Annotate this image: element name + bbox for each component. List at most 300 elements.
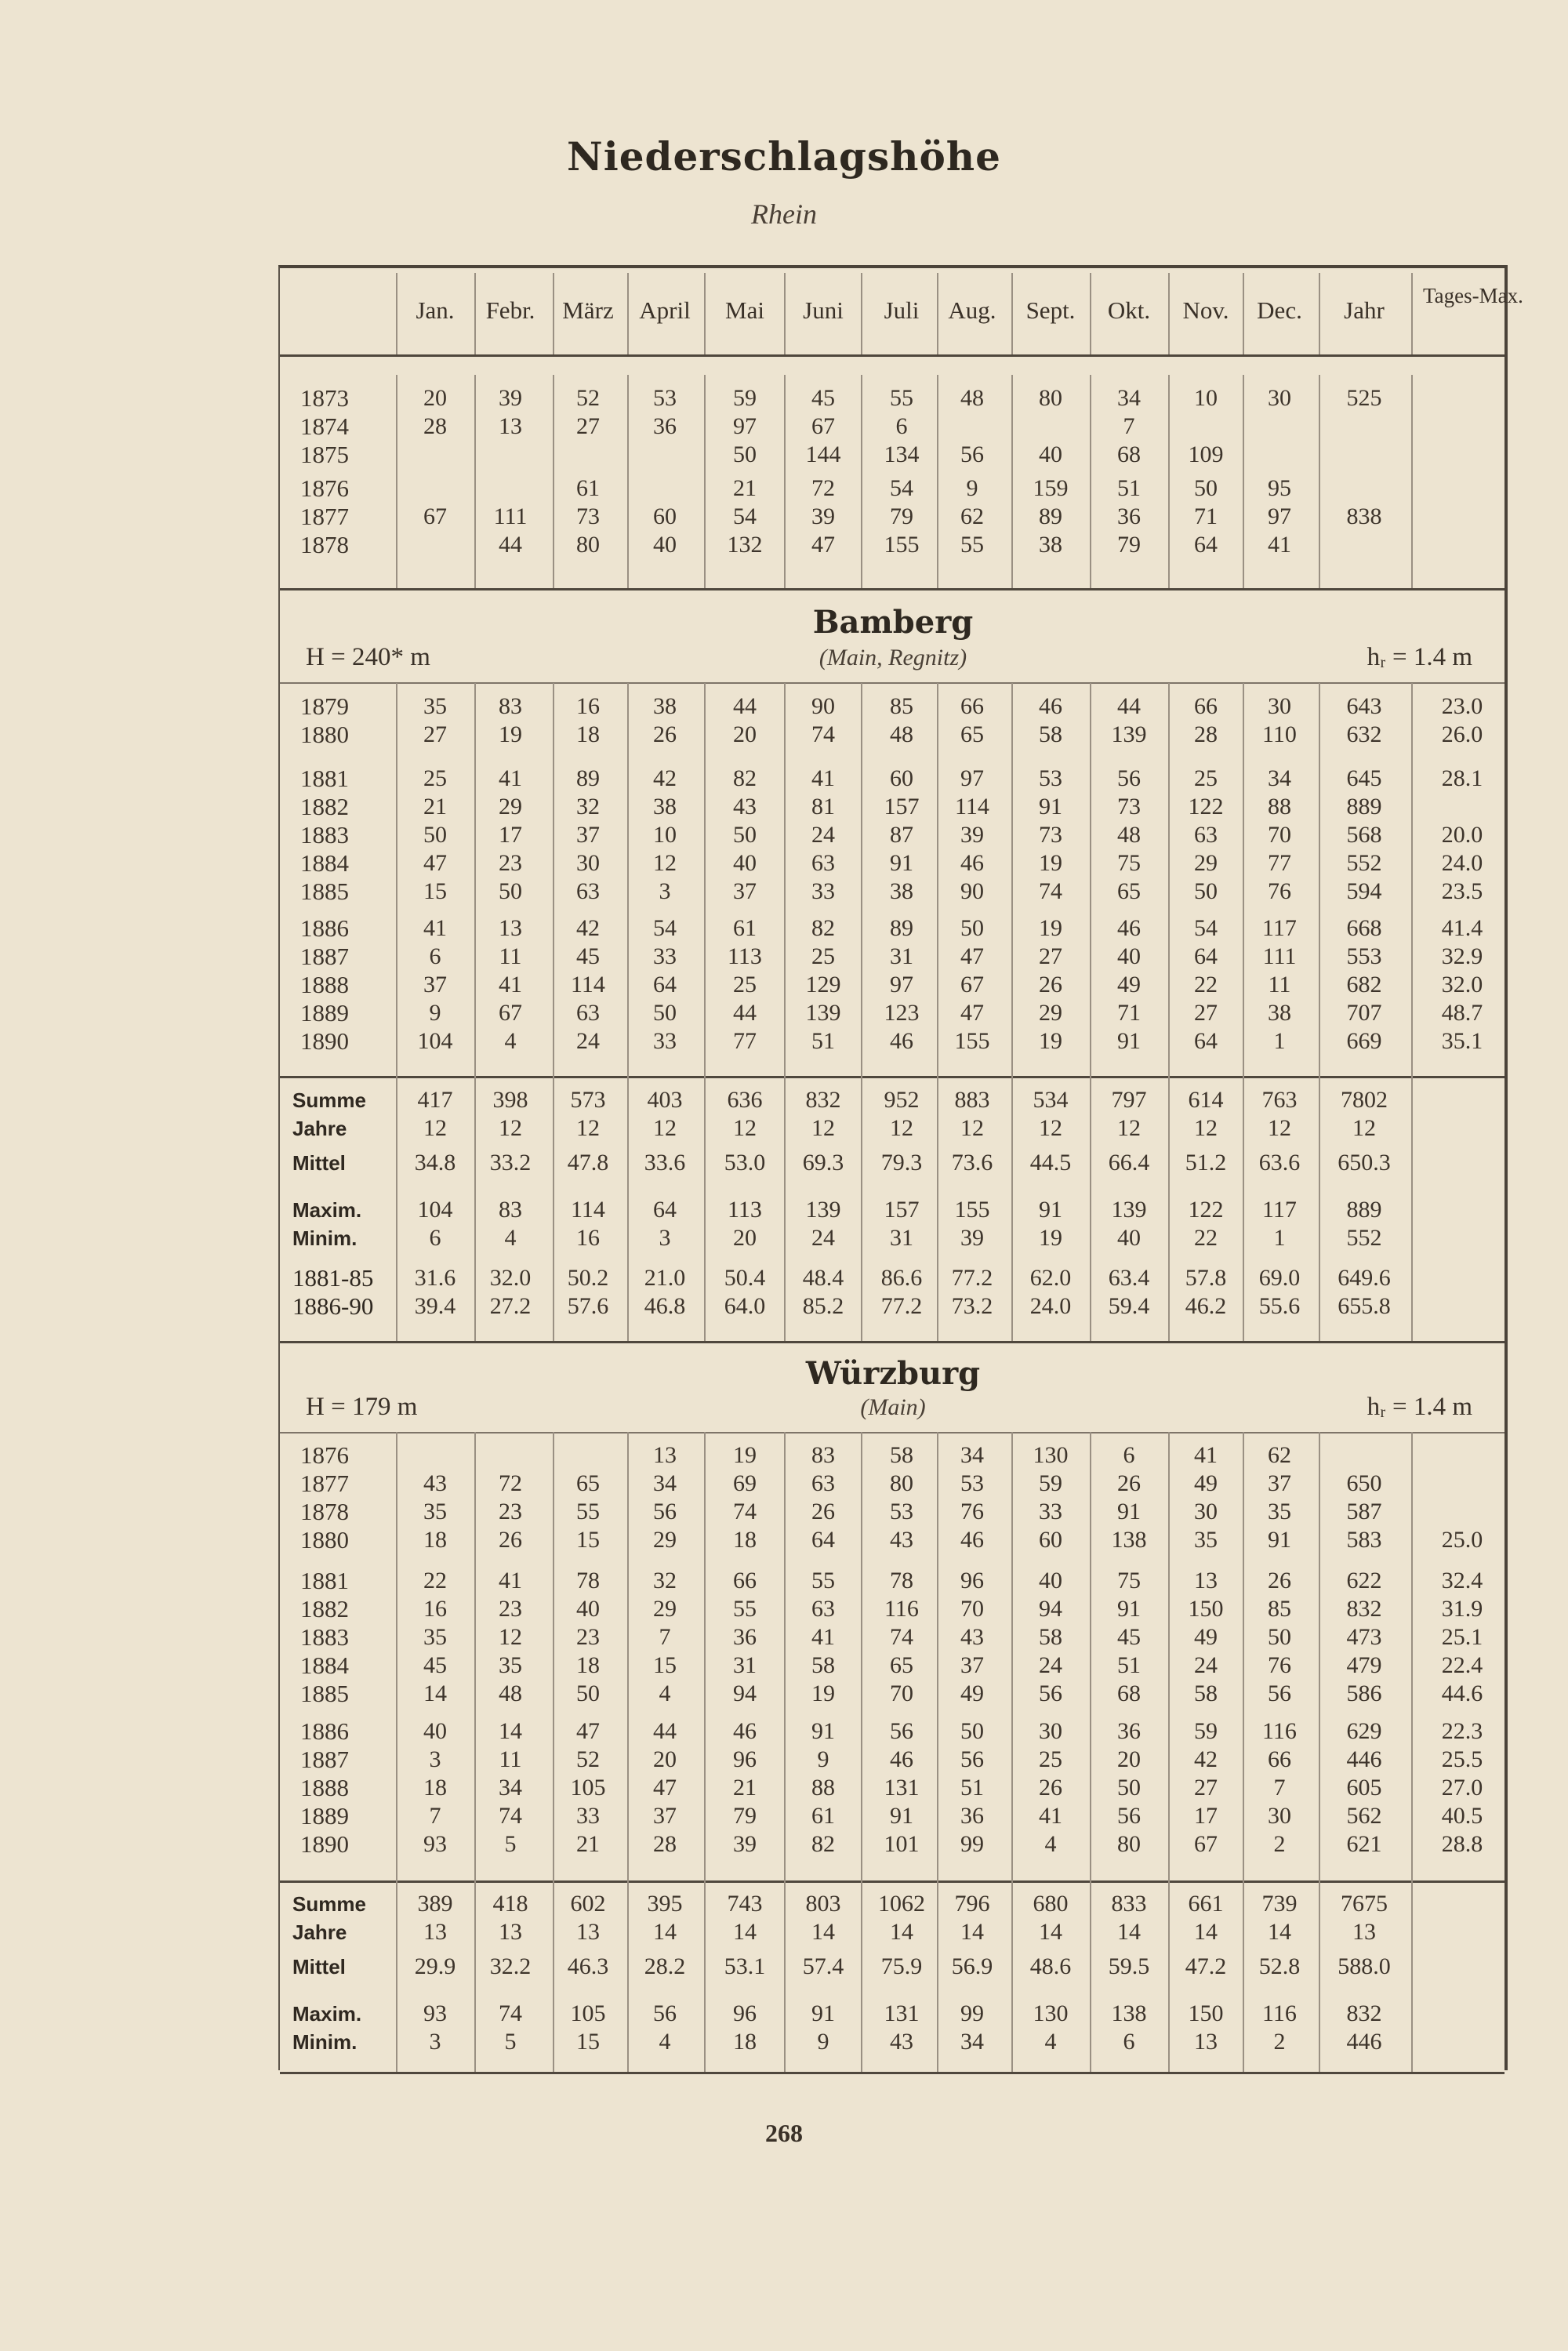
table-cell: 43 (733, 794, 757, 819)
table-cell: 26 (1039, 972, 1062, 997)
column-header: Nov. (1182, 296, 1229, 324)
column-rule (704, 683, 706, 1076)
table-cell: 25 (733, 972, 757, 997)
table-cell: 39.4 (414, 1293, 456, 1319)
column-rule (396, 683, 397, 1076)
table-cell: 50.2 (567, 1265, 609, 1291)
table-cell: 58 (1039, 1624, 1062, 1650)
table-cell: 55 (733, 1596, 757, 1622)
table-cell: 35 (499, 1652, 522, 1678)
table-cell: 45 (1117, 1624, 1141, 1650)
table-cell: 25.1 (1441, 1624, 1483, 1650)
table-cell: 1 (1273, 1225, 1286, 1251)
table-row (278, 1652, 1508, 1680)
table-cell: 418 (492, 1891, 528, 1917)
table-cell: 42 (576, 915, 600, 941)
table-cell: 18 (733, 2029, 757, 2055)
table-row (278, 1746, 1508, 1774)
column-rule (627, 375, 629, 588)
column-rule (1168, 273, 1170, 354)
table-cell: 111 (493, 503, 528, 529)
table-cell: 63 (811, 1470, 835, 1496)
table-cell: 96 (960, 1568, 984, 1593)
table-cell: 47 (960, 943, 984, 969)
column-rule (1319, 375, 1320, 588)
table-cell: 55 (576, 1499, 600, 1524)
table-cell: 114 (571, 1197, 605, 1223)
table-cell: 24.0 (1029, 1293, 1072, 1319)
table-row (278, 878, 1508, 906)
column-rule (627, 683, 629, 1076)
table-cell: 116 (1262, 1718, 1297, 1744)
table-cell: 34 (1268, 765, 1291, 791)
table-cell: 40 (423, 1718, 447, 1744)
table-cell: 48.7 (1441, 1000, 1483, 1026)
table-cell: 67 (960, 972, 984, 997)
page-title: Niederschlagshöhe (567, 133, 1001, 180)
page-subtitle: Rhein (751, 198, 817, 230)
table-cell: 35.1 (1441, 1028, 1483, 1054)
table-cell: 34 (499, 1775, 522, 1800)
table-cell: 31.6 (414, 1265, 456, 1291)
table-cell: 27.2 (489, 1293, 532, 1319)
table-row (278, 1830, 1508, 1859)
column-rule (396, 273, 397, 354)
table-row (278, 441, 1508, 469)
table-cell: 66 (733, 1568, 757, 1593)
column-rule (1011, 375, 1013, 588)
table-cell: 24 (811, 1225, 835, 1251)
table-row (278, 1441, 1508, 1470)
table-cell: 832 (1346, 2000, 1382, 2026)
table-cell: 680 (1033, 1891, 1069, 1917)
table-cell: 44 (1117, 693, 1141, 719)
table-cell: 22 (1194, 1225, 1218, 1251)
column-rule (553, 1432, 554, 1880)
column-rule (1243, 1432, 1244, 1880)
table-cell: 12 (733, 1115, 757, 1141)
table-cell: 5 (504, 2029, 517, 2055)
column-rule (1411, 1076, 1413, 1341)
station-height: H = 240* m (306, 643, 430, 671)
table-cell: 389 (417, 1891, 453, 1917)
table-cell: 649.6 (1338, 1265, 1391, 1291)
station-name: Würzburg (805, 1355, 981, 1392)
column-header: März (562, 296, 614, 324)
table-cell: 41 (499, 1568, 522, 1593)
table-cell: 64 (653, 972, 677, 997)
column-rule (1090, 1880, 1091, 2072)
table-cell: 25 (423, 765, 447, 791)
year-cell: 1882 (300, 793, 349, 820)
summary-row (278, 1224, 1508, 1252)
table-cell: 650.3 (1338, 1150, 1391, 1176)
table-cell: 56 (890, 1718, 913, 1744)
column-rule (784, 1076, 786, 1341)
table-cell: 56 (1117, 1803, 1141, 1829)
table-cell: 60 (653, 503, 677, 529)
table-cell: 66 (1268, 1746, 1291, 1772)
table-cell: 50 (960, 1718, 984, 1744)
column-rule (937, 1880, 938, 2072)
table-cell: 99 (960, 1831, 984, 1857)
table-cell: 82 (811, 915, 835, 941)
column-rule (1243, 1076, 1244, 1341)
table-cell: 85.2 (802, 1293, 844, 1319)
table-cell: 43 (890, 1527, 913, 1553)
table-cell: 51.2 (1185, 1150, 1227, 1176)
year-cell: 1878 (300, 531, 349, 558)
column-rule (704, 1076, 706, 1341)
table-cell: 37 (733, 878, 757, 904)
table-cell: 53.1 (724, 1953, 766, 1979)
table-cell: 97 (960, 765, 984, 791)
table-cell: 45 (811, 385, 835, 411)
table-cell: 96 (733, 1746, 757, 1772)
table-cell: 138 (1111, 2000, 1147, 2026)
table-cell: 21 (733, 1775, 757, 1800)
table-cell: 25 (1194, 765, 1218, 791)
table-cell: 586 (1346, 1681, 1382, 1706)
summary-row (278, 1149, 1508, 1177)
table-cell: 39 (733, 1831, 757, 1857)
row-label: Maxim. (292, 1198, 362, 1222)
table-cell: 29 (653, 1596, 677, 1622)
table-cell: 30 (1194, 1499, 1218, 1524)
table-row (278, 849, 1508, 878)
table-cell: 40 (576, 1596, 600, 1622)
table-cell: 44 (653, 1718, 677, 1744)
year-cell: 1890 (300, 1027, 349, 1055)
table-cell: 150 (1188, 1596, 1224, 1622)
table-cell: 155 (884, 532, 920, 558)
table-cell: 91 (1268, 1527, 1291, 1553)
table-cell: 85 (890, 693, 913, 719)
table-cell: 50 (1194, 475, 1218, 501)
row-rule (280, 682, 1504, 684)
table-cell: 75 (1117, 850, 1141, 876)
table-cell: 38 (1039, 532, 1062, 558)
table-cell: 28.2 (644, 1953, 686, 1979)
summary-row (278, 1918, 1508, 1946)
table-cell: 19 (499, 721, 522, 747)
table-cell: 38 (890, 878, 913, 904)
table-cell: 29.9 (414, 1953, 456, 1979)
table-cell: 30 (1268, 385, 1291, 411)
table-cell: 66 (1194, 693, 1218, 719)
table-cell: 1062 (878, 1891, 925, 1917)
column-rule (474, 683, 476, 1076)
table-cell: 15 (576, 2029, 600, 2055)
year-cell: 1877 (300, 1470, 349, 1497)
table-cell: 763 (1261, 1087, 1298, 1113)
table-cell: 48 (499, 1681, 522, 1706)
table-cell: 73.2 (951, 1293, 993, 1319)
table-cell: 25 (1039, 1746, 1062, 1772)
table-cell: 23 (499, 1596, 522, 1622)
table-cell: 16 (423, 1596, 447, 1622)
table-cell: 22 (423, 1568, 447, 1593)
column-header: Juli (884, 296, 920, 324)
table-cell: 24 (811, 822, 835, 848)
table-cell: 73.6 (951, 1150, 993, 1176)
column-rule (784, 1432, 786, 1880)
table-cell: 53 (1039, 765, 1062, 791)
table-cell: 89 (1039, 503, 1062, 529)
year-cell: 1882 (300, 1595, 349, 1622)
table-cell: 76 (1268, 878, 1291, 904)
table-row (278, 821, 1508, 849)
table-cell: 32 (653, 1568, 677, 1593)
table-cell: 707 (1346, 1000, 1382, 1026)
table-cell: 12 (499, 1115, 522, 1141)
column-rule (1090, 273, 1091, 354)
table-cell: 73 (576, 503, 600, 529)
year-cell: 1884 (300, 849, 349, 877)
row-label: 1886-90 (292, 1292, 374, 1320)
table-cell: 6 (429, 1225, 441, 1251)
table-cell: 553 (1346, 943, 1382, 969)
table-cell: 63 (576, 878, 600, 904)
table-cell: 22.3 (1441, 1718, 1483, 1744)
table-cell: 63.4 (1108, 1265, 1150, 1291)
table-cell: 65 (576, 1470, 600, 1496)
table-row (278, 1680, 1508, 1708)
table-row (278, 1623, 1508, 1652)
table-cell: 11 (499, 1746, 522, 1772)
table-cell: 4 (504, 1225, 517, 1251)
table-cell: 41 (499, 972, 522, 997)
table-cell: 14 (1194, 1919, 1218, 1945)
table-cell: 12 (890, 1115, 913, 1141)
table-cell: 79 (733, 1803, 757, 1829)
table-cell: 48.4 (802, 1265, 844, 1291)
table-cell: 32 (576, 794, 600, 819)
column-rule (553, 1880, 554, 2072)
year-cell: 1879 (300, 692, 349, 720)
table-cell: 105 (570, 2000, 606, 2026)
row-label: 1881-85 (292, 1264, 374, 1292)
column-header: April (639, 296, 691, 324)
table-cell: 54 (653, 915, 677, 941)
table-cell: 33.2 (489, 1150, 532, 1176)
column-rule (627, 1432, 629, 1880)
table-cell: 131 (884, 1775, 920, 1800)
table-cell: 38 (653, 693, 677, 719)
table-cell: 473 (1346, 1624, 1382, 1650)
table-cell: 54 (733, 503, 757, 529)
table-cell: 50 (960, 915, 984, 941)
row-label: Maxim. (292, 2002, 362, 2026)
row-label: Jahre (292, 1920, 347, 1944)
table-cell: 95 (1268, 475, 1291, 501)
table-cell: 72 (811, 475, 835, 501)
table-cell: 80 (890, 1470, 913, 1496)
table-cell: 40 (653, 532, 677, 558)
table-cell: 36 (653, 413, 677, 439)
column-rule (1319, 1076, 1320, 1341)
year-cell: 1881 (300, 765, 349, 792)
table-cell: 90 (811, 693, 835, 719)
table-cell: 76 (960, 1499, 984, 1524)
column-rule (1411, 375, 1413, 588)
year-cell: 1878 (300, 1498, 349, 1525)
table-cell: 34.8 (414, 1150, 456, 1176)
column-rule (1090, 683, 1091, 1076)
table-cell: 88 (811, 1775, 835, 1800)
table-cell: 97 (733, 413, 757, 439)
table-row (278, 1470, 1508, 1498)
table-cell: 78 (576, 1568, 600, 1593)
table-row (278, 793, 1508, 821)
table-cell: 27 (1039, 943, 1062, 969)
table-cell: 46 (733, 1718, 757, 1744)
table-cell: 97 (890, 972, 913, 997)
table-cell: 22 (1194, 972, 1218, 997)
table-cell: 122 (1188, 1197, 1224, 1223)
table-cell: 83 (811, 1442, 835, 1468)
table-cell: 14 (499, 1718, 522, 1744)
table-cell: 23 (499, 1499, 522, 1524)
table-row (278, 412, 1508, 441)
table-cell: 57.6 (567, 1293, 609, 1319)
table-cell: 111 (1262, 943, 1297, 969)
table-cell: 13 (1352, 1919, 1376, 1945)
table-cell: 417 (417, 1087, 453, 1113)
table-cell: 14 (423, 1681, 447, 1706)
table-cell: 80 (576, 532, 600, 558)
table-cell: 94 (733, 1681, 757, 1706)
column-rule (937, 1076, 938, 1341)
table-cell: 41 (1194, 1442, 1218, 1468)
table-cell: 24.0 (1441, 850, 1483, 876)
table-cell: 49 (960, 1681, 984, 1706)
table-cell: 952 (884, 1087, 920, 1113)
column-rule (784, 273, 786, 354)
column-rule (1319, 683, 1320, 1076)
table-cell: 32.9 (1441, 943, 1483, 969)
column-rule (474, 375, 476, 588)
table-cell: 602 (570, 1891, 606, 1917)
table-cell: 30 (1268, 693, 1291, 719)
column-rule (1168, 683, 1170, 1076)
column-rule (1243, 375, 1244, 588)
table-cell: 36 (733, 1624, 757, 1650)
table-cell: 33 (1039, 1499, 1062, 1524)
table-cell: 70 (960, 1596, 984, 1622)
table-cell: 60 (890, 765, 913, 791)
table-cell: 27.0 (1441, 1775, 1483, 1800)
table-cell: 64 (811, 1527, 835, 1553)
table-cell: 18 (733, 1527, 757, 1553)
year-cell: 1876 (300, 474, 349, 502)
table-cell: 56.9 (951, 1953, 993, 1979)
table-cell: 3 (429, 2029, 441, 2055)
table-cell: 42 (1194, 1746, 1218, 1772)
table-cell: 55.6 (1258, 1293, 1301, 1319)
row-rule (280, 1432, 1504, 1433)
column-rule (861, 375, 862, 588)
table-cell: 105 (570, 1775, 606, 1800)
table-cell: 6 (1123, 2029, 1135, 2055)
table-cell: 20 (733, 721, 757, 747)
column-rule (1090, 375, 1091, 588)
table-cell: 96 (733, 2000, 757, 2026)
table-cell: 73 (1117, 794, 1141, 819)
table-cell: 74 (1039, 878, 1062, 904)
table-cell: 82 (733, 765, 757, 791)
table-cell: 44 (499, 532, 522, 558)
table-cell: 51 (811, 1028, 835, 1054)
table-cell: 12 (960, 1115, 984, 1141)
table-cell: 739 (1261, 1891, 1298, 1917)
table-cell: 32.2 (489, 1953, 532, 1979)
table-cell: 13 (499, 915, 522, 941)
table-cell: 3 (429, 1746, 441, 1772)
table-cell: 49 (1194, 1470, 1218, 1496)
table-cell: 138 (1111, 1527, 1147, 1553)
table-cell: 25.5 (1441, 1746, 1483, 1772)
table-cell: 64 (1194, 532, 1218, 558)
table-cell: 14 (960, 1919, 984, 1945)
table-row (278, 1595, 1508, 1623)
table-cell: 114 (571, 972, 605, 997)
table-cell: 41 (499, 765, 522, 791)
year-cell: 1885 (300, 878, 349, 905)
table-cell: 650 (1346, 1470, 1382, 1496)
table-cell: 629 (1346, 1718, 1382, 1744)
table-cell: 88 (1268, 794, 1291, 819)
table-cell: 4 (659, 1681, 671, 1706)
table-row (278, 474, 1508, 503)
table-cell: 76 (1268, 1652, 1291, 1678)
table-cell: 50 (1117, 1775, 1141, 1800)
table-cell: 59 (1039, 1470, 1062, 1496)
table-cell: 594 (1346, 878, 1382, 904)
table-cell: 25.0 (1441, 1527, 1483, 1553)
table-cell: 65 (1117, 878, 1141, 904)
column-rule (553, 1076, 554, 1341)
table-row (278, 1027, 1508, 1056)
table-cell: 27 (1194, 1775, 1218, 1800)
table-cell: 48 (890, 721, 913, 747)
summary-row (278, 1890, 1508, 1918)
table-cell: 12 (1039, 1115, 1062, 1141)
table-cell: 803 (805, 1891, 841, 1917)
table-cell: 80 (1039, 385, 1062, 411)
column-rule (1011, 683, 1013, 1076)
table-cell: 4 (1044, 2029, 1057, 2055)
table-cell: 24 (1039, 1652, 1062, 1678)
table-cell: 40 (1117, 1225, 1141, 1251)
table-cell: 93 (423, 2000, 447, 2026)
table-cell: 56 (1039, 1681, 1062, 1706)
table-cell: 130 (1033, 1442, 1069, 1468)
table-cell: 27 (423, 721, 447, 747)
year-cell: 1889 (300, 999, 349, 1027)
table-cell: 19 (811, 1681, 835, 1706)
year-cell: 1888 (300, 1774, 349, 1801)
table-cell: 3 (659, 1225, 671, 1251)
table-cell: 20 (733, 1225, 757, 1251)
column-header: Mai (725, 296, 764, 324)
table-cell: 54 (1194, 915, 1218, 941)
table-cell: 35 (423, 1624, 447, 1650)
table-cell: 24 (576, 1028, 600, 1054)
table-cell: 69 (733, 1470, 757, 1496)
table-cell: 83 (499, 693, 522, 719)
table-cell: 14 (1117, 1919, 1141, 1945)
